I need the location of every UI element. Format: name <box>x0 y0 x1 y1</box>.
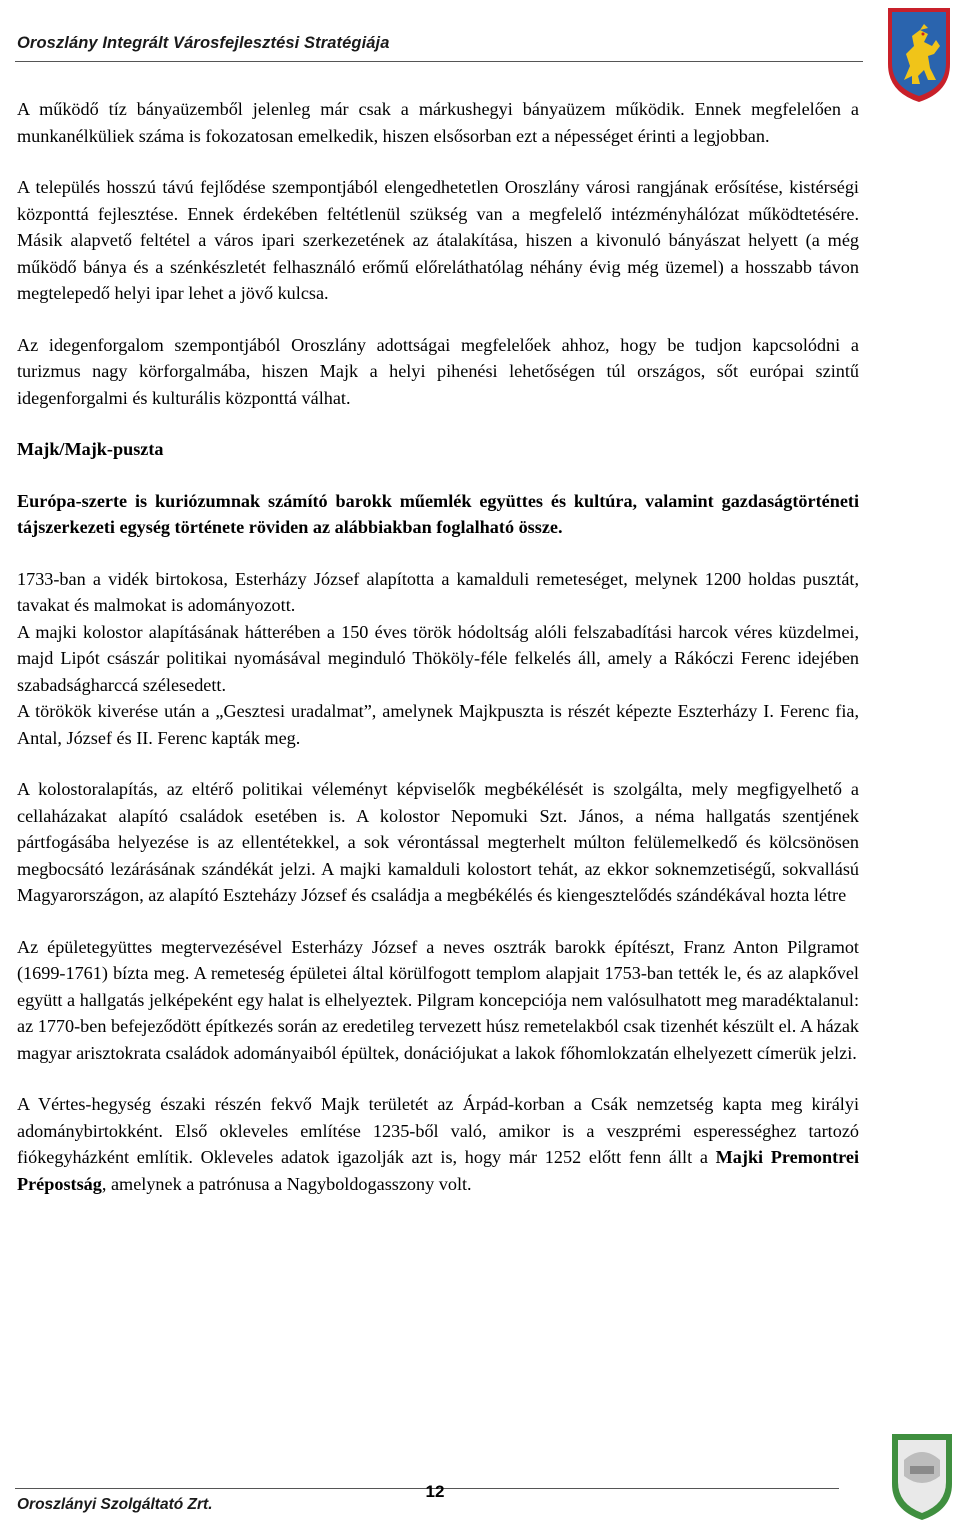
page-number: 12 <box>425 1482 445 1501</box>
provostry-name: Majki Premontrei Prépostság <box>17 1147 860 1194</box>
paragraph-development: A település hosszú távú fejlődése szempontjából elengedhetetlen Oroszlány városi rangjának erősítése, kistérségi központtá fejlesztése. Ennek érdekében feltétlenül szükség van a megfelelő intézményhálózat működtetésére. Másik alapvető feltétel a város ipari szerkezetének az átalakítása, hiszen a kivonuló bányászat helyett (a még működő bánya és a szénkészletét felhasználó erőmű előreláthatólag néhány évig még üzemel) a hosszabb távon megtelepedő helyi ipar lehet a jövő kulcsa. <box>17 177 859 303</box>
paragraph-architecture: Az épületegyüttes megtervezésével Esterházy József a neves osztrák barokk építészt, Franz Anton Pilgramot (1699-1761) bízta meg. A remeteség épületei által körülfogott templom alapjait 1753-ban tették le, és az alapkővel együtt a hallgatás jelképeként egy halat is elhelyeztek. Pilgram koncepciója nem valósulhatott meg maradéktalanul: az 1770-ben befejeződött építkezés során az eredetileg tervezett húsz remetelakból csak tizenhét készült el. A házak magyar arisztokrata családok adományaiból épültek, donációjukat a lakok főhomlokzatán elhelyezett címerük jelzi. <box>17 936 859 1063</box>
paragraph-reconciliation: A kolostoralapítás, az eltérő politikai véleményt képviselők megbékélését is szolgálta, mely megfigyelhető a cellaházakat alapító családok esetében is. A kolostor Nepomuki Szt. János, a néma hallgatás szentjének pártfogásába helyezése is az ellentétekkel, a sok vérontással megterhelt múlton felülemelkedő és kölcsönösen megbocsátó lezárásának szándékát jelzi. A majki kamalduli kolostort tehát, az ekkor soknemzetiségű, sokvallású Magyarországon, az alapító Eszteházy József és családja a megbékélés és kiengesztelődés szándékával hozta létre <box>17 779 859 905</box>
history-text: A Vértes-hegység északi részén fekvő Majk területét az Árpád-korban a Csák nemzetség kapta meg királyi adománybirtokként. Első okleveles említése 1235-ből való, amikor is a veszprémi esperességhez tartozó fiókegyházként említik. Okleveles adatok igazolják azt is, hogy már 1252 előtt fenn állt a <box>17 1094 859 1167</box>
paragraph-founding: 1733-ban a vidék birtokosa, Esterházy József alapította a kamalduli remeteséget, melynek 1200 holdas pusztát, tavakat és malmokat is adományozott. <box>17 568 859 615</box>
paragraph-estate: A törökök kiverése után a „Gesztesi uradalmat”, amelynek Majkpuszta is részét képezte Eszterházy I. Ferenc fia, Antal, József és II. Ferenc kapták meg. <box>17 701 859 748</box>
header-divider <box>15 61 863 62</box>
paragraph-tourism: Az idegenforgalom szempontjából Oroszlány adottságai megfelelőek ahhoz, hogy be tudjon kapcsolódni a turizmus nagy körforgalmába, hiszen Majk a helyi pihenési lehetőségen túl országos, sőt európai szintű idegenforgalmi és kulturális központtá válhat. <box>17 334 859 408</box>
section-heading: Majk/Majk-puszta <box>17 439 164 459</box>
main-text <box>17 96 859 1197</box>
company-crest-icon <box>886 1432 958 1521</box>
organization-name: Oroszlányi Szolgáltató Zrt. <box>17 1496 213 1513</box>
document-title: Oroszlány Integrált Városfejlesztési Stratégiája <box>17 34 390 52</box>
section-intro: Európa-szerte is kuriózumnak számító barokk műemlék együttes és kultúra, valamint gazdaságtörténeti tájszerkezeti egység története röviden az alábbiakban foglalható össze. <box>17 490 859 537</box>
paragraph-mining: A működő tíz bányaüzemből jelenleg már csak a márkushegyi bányaüzem működik. Ennek megfelelően a munkanélküliek száma is fokozatosan emelkedik, hiszen elsősorban ezt a népességet érinti a legjobban. <box>17 99 859 146</box>
paragraph-background: A majki kolostor alapításának hátterében a 150 éves török hódoltság alóli felszabadítási harcok véres küzdelmei, majd Lipót császár politikai nyomásával meginduló Thököly-féle felkelés áll, amely a Rákóczi Ferenc idejében szabadságharccá szélesedett. <box>17 621 859 695</box>
history-text-end: , amelynek a patrónusa a Nagyboldogasszony volt. <box>101 1173 472 1194</box>
paragraph-history <box>17 1091 859 1197</box>
city-coat-of-arms-lion-icon <box>884 6 954 104</box>
